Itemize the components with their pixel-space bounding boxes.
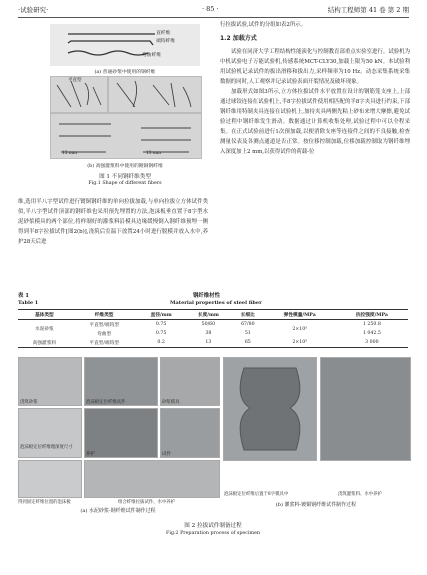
photo-label: 得到固定纤维位置的泡沫板 bbox=[18, 500, 71, 505]
table-cell: 1 042.5 bbox=[362, 331, 381, 336]
table-header-cell: 抗拉强度/MPa bbox=[355, 312, 388, 318]
fig1b-caption: (b) 高强灌浆料中使用的镀铜钢纤维 bbox=[87, 164, 163, 169]
running-header-right: 结构工程师第 41 卷 第 2 期 bbox=[327, 6, 409, 14]
table-row bbox=[18, 329, 408, 338]
left-column-text bbox=[18, 197, 208, 289]
fig2-caption-cn: 图 2 拉拔试件制备过程 bbox=[184, 523, 242, 529]
table1-label-en: Table 1 bbox=[18, 300, 39, 306]
table-cell: 2×10⁵ bbox=[292, 326, 308, 332]
table-cell: 弯曲型 bbox=[97, 331, 112, 337]
table-cell: 平直型/端钩型 bbox=[89, 340, 119, 346]
table-cell: 0.75 bbox=[155, 322, 167, 327]
table1-label-cn: 表 1 bbox=[18, 293, 30, 299]
photo-label: 浇筑砂浆 bbox=[20, 400, 38, 405]
fig1-caption-cn: 图 1 不同钢纤维类型 bbox=[99, 174, 151, 180]
photo-foam-depth bbox=[18, 408, 82, 458]
fig2-caption-en: Fig.2 Preparation process of specimen bbox=[166, 531, 260, 536]
photo-label: 组合纤维拉拔试件、水中养护 bbox=[118, 500, 176, 505]
header-rule bbox=[18, 17, 409, 18]
scale-bar-1: 13 mm bbox=[62, 151, 77, 156]
photo-label: 泡沫板定位纤维后置于8字模具中 bbox=[224, 492, 289, 497]
table-header-cell: 长度/mm bbox=[197, 312, 219, 318]
fig1a-caption: (a) 普通砂浆中使用的钢纤维 bbox=[94, 70, 156, 75]
fiber-sketch bbox=[50, 24, 200, 66]
table1 bbox=[18, 309, 408, 348]
fig1a-photo bbox=[50, 24, 200, 66]
fig2b-caption: (b) 灌浆料-镀铜钢纤维试件制作过程 bbox=[275, 502, 357, 508]
table-header-cell: 长细比 bbox=[240, 312, 255, 318]
photo-label: 养护 bbox=[86, 452, 95, 457]
table1-title-cn: 钢纤维材性 bbox=[193, 293, 220, 299]
table-cell: 2×10⁵ bbox=[292, 340, 308, 345]
photo-label: 泡沫板定位纤维埋深度尺寸 bbox=[20, 445, 73, 450]
photo-label: 浇筑灌浆料、水中养护 bbox=[338, 492, 382, 497]
table-cell: 0.75 bbox=[155, 331, 167, 336]
figure8-mold-sketch bbox=[224, 358, 316, 460]
right-paragraph-2: 加载形式如图3所示,立方体拉拔试件水平放置在设计的钢筋笼支座上,上部通过球铰连接在试验机上,半8字拉拔试件使用相匹配的半8字夹具进行约束,下部钢纤维用特制夹具连接在试验机上,加持夹具两侧先粘上砂布来增大摩擦,避免试验过程中钢纤维发生滑动。数据通过计算机收集处理,试验过程中可以全程采集。在正式试验前进行1次预加载,以便消除支座等连接件之间的不良接触,检查测量仪表及各测点通道是否正常。按位移控制加载,位移加载控制取为钢纤维埋入深度加上2 mm,以获得试件的荷载-位 bbox=[220, 89, 410, 155]
right-column-text bbox=[220, 20, 410, 289]
photo-label: 试件 bbox=[162, 452, 171, 457]
section-heading: 1.2 加载方式 bbox=[220, 35, 257, 42]
label-wave: 平直型 bbox=[68, 78, 82, 83]
table-row bbox=[18, 338, 408, 348]
table-cell: 51 bbox=[244, 331, 251, 336]
photo-grout-curing bbox=[320, 357, 411, 461]
table-cell: 38 bbox=[205, 331, 212, 336]
table-header-cell: 纤维类型 bbox=[94, 312, 114, 318]
table-cell: 3 000 bbox=[365, 340, 379, 345]
table-header-row bbox=[18, 310, 408, 320]
fig2a-caption: (a) 水泥砂浆-钢纤维试件制作过程 bbox=[80, 508, 156, 514]
label-hooked: 端钩纤维 bbox=[156, 39, 176, 44]
photo-fixed-foam bbox=[18, 460, 82, 498]
table-cell: 13 bbox=[205, 340, 212, 345]
table-cell: 67/80 bbox=[241, 322, 255, 327]
table-row bbox=[18, 320, 408, 330]
fig1-caption-en: Fig.1 Shape of different fibers bbox=[88, 181, 162, 186]
table-cell: 平直型/端钩型 bbox=[89, 322, 119, 328]
right-paragraph-1: 试验在同济大学工程结构性能演化与控制教育部重点实验室进行。试验机为中机试验电子万能试验机,传感系统MCT-CLY30,加载上限为50 kN。本试验利用试验机记录试件的拔出滑移和拔出力,采样频率为10 Hz。动态采集系统采集数据的同时,人工观察并记录试验表面开裂情况及破坏现象。 bbox=[220, 49, 410, 85]
table-header-cell: 弹性模量/MPa bbox=[283, 312, 316, 318]
photo-curing bbox=[84, 408, 158, 458]
running-header-left: ·试验研究· bbox=[18, 6, 49, 14]
table-cell: 水泥砂浆 bbox=[34, 327, 54, 332]
scale-bar-2: 13 mm bbox=[146, 151, 161, 156]
left-paragraph: 维,选用半八字型试件进行镀铜钢纤维的单向拉拔加载,与单向拉拔立方体试件类似,半八字型试件顶部的钢纤维也采用预先埋置的方法,泡沫板垂直置于8字型水泥砂浆模具的两个部位,将样制好的灌浆料沿模具边缘缓慢倒入钢纤维预埋一侧得到半8字拉拔试件[图2(b)],浇筑后室温下放置24小时进行脱模并放入水中,养护28天后进 bbox=[18, 199, 208, 245]
page-number: · 85 · bbox=[202, 5, 219, 13]
photo-label: 砂浆模具 bbox=[162, 400, 180, 405]
table-cell: 0.2 bbox=[157, 340, 165, 345]
table-cell: 65 bbox=[244, 340, 251, 345]
photo-combined bbox=[84, 460, 220, 498]
table-header-cell: 基体类型 bbox=[34, 312, 54, 318]
fig1b-photo-right bbox=[108, 76, 202, 113]
table-cell: 高强灌浆料 bbox=[32, 340, 57, 346]
photo-label: 泡沫板定位纤维试件 bbox=[86, 400, 126, 405]
table-cell: 1 250.8 bbox=[362, 322, 381, 327]
section-intro: 行拉拔试验,试件的分组如表2所示。 bbox=[220, 22, 307, 28]
photo-foam-in-mold bbox=[223, 357, 317, 461]
table1-title-en: Material properties of steel fiber bbox=[170, 300, 262, 306]
table-cell: 50/60 bbox=[201, 322, 216, 327]
label-straight: 直纤维 bbox=[156, 31, 171, 36]
label-curved: 弯曲纤维 bbox=[142, 53, 162, 58]
table-header-cell: 直径/mm bbox=[150, 312, 172, 318]
